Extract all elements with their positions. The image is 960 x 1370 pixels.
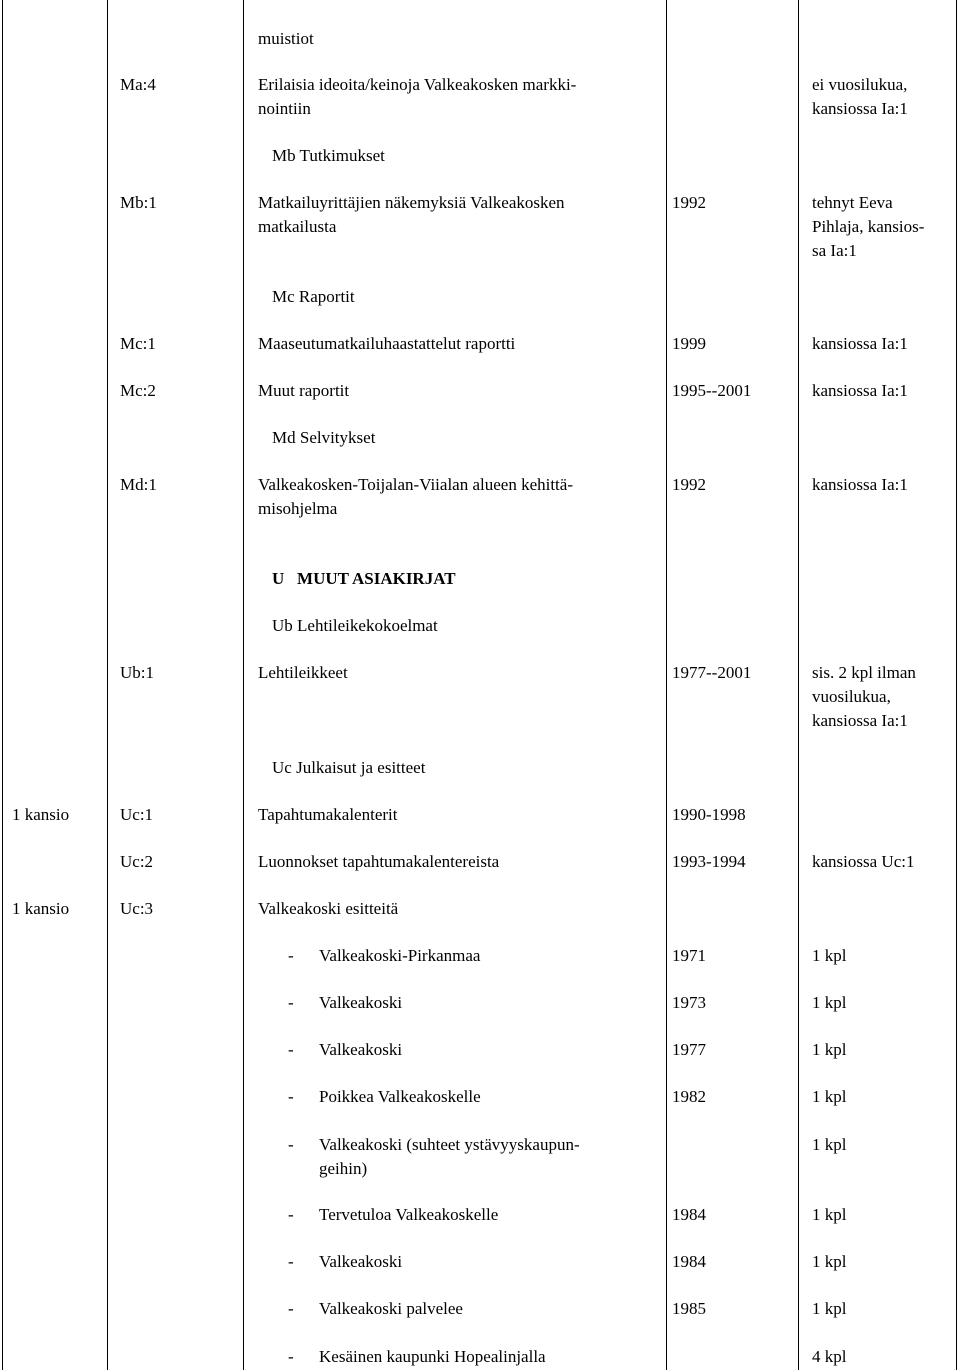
note-cell: kansiossa Ia:1	[812, 381, 908, 400]
section-heading: U MUUT ASIAKIRJAT	[272, 569, 456, 588]
catalogue-id: Mb:1	[120, 193, 157, 212]
column-divider-3	[666, 0, 667, 1370]
title-cell: nointiin	[258, 99, 311, 118]
catalogue-id: Uc:2	[120, 852, 154, 871]
note-cell: 1 kpl	[812, 1040, 847, 1059]
catalogue-id: Uc:3	[120, 899, 154, 918]
note-cell: kansiossa Ia:1	[812, 334, 908, 353]
year-cell: 1984	[672, 1205, 706, 1224]
note-cell: kansiossa Uc:1	[812, 852, 915, 871]
title-cell: Muut raportit	[258, 381, 350, 400]
item-dash: -	[288, 1205, 294, 1224]
note-cell: 1 kpl	[812, 993, 847, 1012]
title-cell: Erilaisia ideoita/keinoja Valkeakosken markki-	[258, 75, 577, 94]
column-divider-2	[243, 0, 244, 1370]
year-cell: 1977	[672, 1040, 706, 1059]
catalogue-id: Ma:4	[120, 75, 156, 94]
item-title: Valkeakoski (suhteet ystävyyskaupun-	[319, 1135, 580, 1154]
extent-cell: 1 kansio	[12, 805, 70, 824]
item-title: Valkeakoski-Pirkanmaa	[319, 946, 481, 965]
note-cell: ei vuosilukua,	[812, 75, 908, 94]
section-heading: Uc Julkaisut ja esitteet	[272, 758, 426, 777]
title-cell: Maaseutumatkailuhaastattelut raportti	[258, 334, 516, 353]
table-border-right	[956, 0, 957, 1370]
title-cell: Valkeakosken-Toijalan-Viialan alueen kehittä-	[258, 475, 573, 494]
title-cell: misohjelma	[258, 499, 338, 518]
year-cell: 1984	[672, 1252, 706, 1271]
note-cell: kansiossa Ia:1	[812, 475, 908, 494]
catalogue-id: Mc:1	[120, 334, 156, 353]
catalogue-id: Md:1	[120, 475, 157, 494]
note-cell: vuosilukua,	[812, 687, 891, 706]
year-cell: 1973	[672, 993, 706, 1012]
note-cell: sis. 2 kpl ilman	[812, 663, 916, 682]
section-heading: Mb Tutkimukset	[272, 146, 385, 165]
item-title: geihin)	[319, 1159, 368, 1178]
year-cell: 1993-1994	[672, 852, 746, 871]
note-cell: 4 kpl	[812, 1347, 847, 1366]
year-cell: 1992	[672, 193, 706, 212]
extent-cell: 1 kansio	[12, 899, 70, 918]
item-dash: -	[288, 1135, 294, 1154]
note-cell: 1 kpl	[812, 1299, 847, 1318]
column-divider-4	[798, 0, 799, 1370]
title-cell: Valkeakoski esitteitä	[258, 899, 399, 918]
title-cell: Luonnokset tapahtumakalentereista	[258, 852, 500, 871]
item-dash: -	[288, 1040, 294, 1059]
note-cell: 1 kpl	[812, 1135, 847, 1154]
note-cell: sa Ia:1	[812, 241, 857, 260]
year-cell: 1992	[672, 475, 706, 494]
item-dash: -	[288, 1252, 294, 1271]
note-cell: kansiossa Ia:1	[812, 99, 908, 118]
year-cell: 1999	[672, 334, 706, 353]
item-title: Kesäinen kaupunki Hopealinjalla	[319, 1347, 546, 1366]
item-dash: -	[288, 1087, 294, 1106]
note-cell: 1 kpl	[812, 1252, 847, 1271]
year-cell: 1977--2001	[672, 663, 752, 682]
title-cell: Tapahtumakalenterit	[258, 805, 398, 824]
year-cell: 1990-1998	[672, 805, 746, 824]
section-heading: Md Selvitykset	[272, 428, 376, 447]
column-divider-1	[107, 0, 108, 1370]
note-cell: 1 kpl	[812, 946, 847, 965]
table-border-left	[2, 0, 3, 1370]
item-dash: -	[288, 946, 294, 965]
item-title: Tervetuloa Valkeakoskelle	[319, 1205, 499, 1224]
note-cell: Pihlaja, kansios-	[812, 217, 925, 236]
year-cell: 1982	[672, 1087, 706, 1106]
item-title: Valkeakoski	[319, 1252, 403, 1271]
note-cell: 1 kpl	[812, 1205, 847, 1224]
item-dash: -	[288, 993, 294, 1012]
note-cell: tehnyt Eeva	[812, 193, 893, 212]
item-title: Valkeakoski	[319, 993, 403, 1012]
title-cell: Lehtileikkeet	[258, 663, 348, 682]
item-dash: -	[288, 1299, 294, 1318]
top-note: muistiot	[258, 29, 314, 48]
catalogue-id: Uc:1	[120, 805, 154, 824]
item-title: Valkeakoski	[319, 1040, 403, 1059]
note-cell: kansiossa Ia:1	[812, 711, 908, 730]
catalogue-id: Mc:2	[120, 381, 156, 400]
title-cell: Matkailuyrittäjien näkemyksiä Valkeakosken	[258, 193, 565, 212]
year-cell: 1985	[672, 1299, 706, 1318]
title-cell: matkailusta	[258, 217, 337, 236]
note-cell: 1 kpl	[812, 1087, 847, 1106]
section-heading: Mc Raportit	[272, 287, 355, 306]
year-cell: 1971	[672, 946, 706, 965]
year-cell: 1995--2001	[672, 381, 752, 400]
section-heading: Ub Lehtileikekokoelmat	[272, 616, 438, 635]
item-title: Valkeakoski palvelee	[319, 1299, 463, 1318]
item-title: Poikkea Valkeakoskelle	[319, 1087, 481, 1106]
catalogue-id: Ub:1	[120, 663, 154, 682]
item-dash: -	[288, 1347, 294, 1366]
